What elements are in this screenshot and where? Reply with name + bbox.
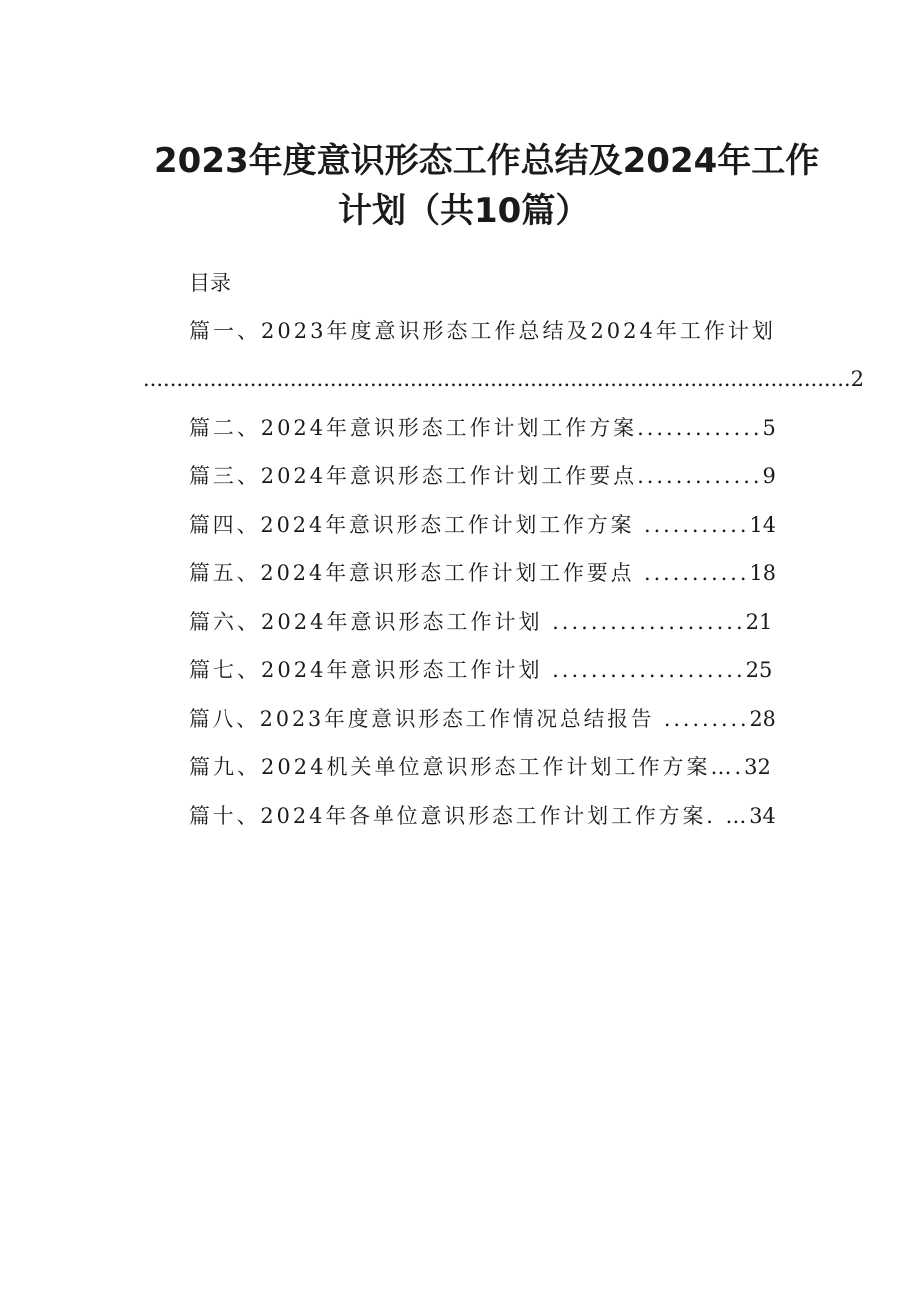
document-title-line-1: 2023年度意识形态工作总结及2024年工作 <box>154 141 820 181</box>
toc-entry-leader: .................... <box>552 610 746 634</box>
toc-entry-page-number: 28 <box>749 707 776 731</box>
toc-entry-leader: ............. <box>637 416 763 440</box>
toc-entry-label: 篇六、2024年意识形态工作计划 <box>189 610 553 634</box>
toc-entry-9[interactable] <box>189 752 771 782</box>
toc-entry-7[interactable] <box>189 655 772 685</box>
toc-entry-2[interactable] <box>189 413 776 443</box>
toc-heading: 目录 <box>189 271 231 295</box>
toc-entry-page-number: 5 <box>762 416 776 440</box>
toc-entry-leader: .................... <box>552 658 746 682</box>
toc-entry-3[interactable] <box>189 461 776 491</box>
toc-entry-5[interactable] <box>189 558 776 588</box>
toc-entry-10[interactable] <box>189 801 776 831</box>
toc-entry-leader: ........... <box>643 561 750 585</box>
toc-entry-page-number: 18 <box>749 561 776 585</box>
toc-entry-label: 篇十、2024年各单位意识形态工作计划工作方案 <box>189 804 707 828</box>
toc-entry-label: 篇八、2023年度意识形态工作情况总结报告 <box>189 707 664 731</box>
toc-entry-leader: ............. <box>637 464 763 488</box>
toc-entry-leader: .......................................................................................................... <box>143 367 851 391</box>
toc-entry-4[interactable] <box>189 510 776 540</box>
toc-entry-8[interactable] <box>189 704 776 734</box>
toc-entry-1[interactable] <box>189 316 776 346</box>
toc-entry-label: 篇四、2024年意识形态工作计划工作方案 <box>189 513 644 537</box>
toc-entry-page-number: 2 <box>850 367 864 391</box>
toc-entry-leader: ........... <box>643 513 750 537</box>
toc-entry-label: 篇二、2024年意识形态工作计划工作方案 <box>189 416 638 440</box>
toc-entry-page-number: 25 <box>745 658 773 682</box>
toc-entry-1-leader-row[interactable] <box>143 364 864 394</box>
toc-entry-leader: …. <box>710 755 745 779</box>
toc-entry-page-number: 14 <box>749 513 776 537</box>
toc-entry-label: 篇五、2024年意识形态工作计划工作要点 <box>189 561 644 585</box>
toc-entry-label: 篇九、2024机关单位意识形态工作计划工作方案 <box>189 755 711 779</box>
toc-entry-page-number: 9 <box>762 464 776 488</box>
toc-entry-label: 篇七、2024年意识形态工作计划 <box>189 658 553 682</box>
toc-entry-6[interactable] <box>189 607 772 637</box>
toc-entry-label: 篇一、2023年度意识形态工作总结及2024年工作计划 <box>189 319 776 343</box>
document-title-line-2: 计划（共10篇） <box>338 191 590 231</box>
toc-entry-page-number: 21 <box>745 610 773 634</box>
toc-entry-page-number: 34 <box>749 804 776 828</box>
toc-entry-page-number: 32 <box>744 755 771 779</box>
toc-entry-leader: . … <box>706 804 750 828</box>
toc-entry-leader: ......... <box>663 707 750 731</box>
toc-entry-label: 篇三、2024年意识形态工作计划工作要点 <box>189 464 638 488</box>
